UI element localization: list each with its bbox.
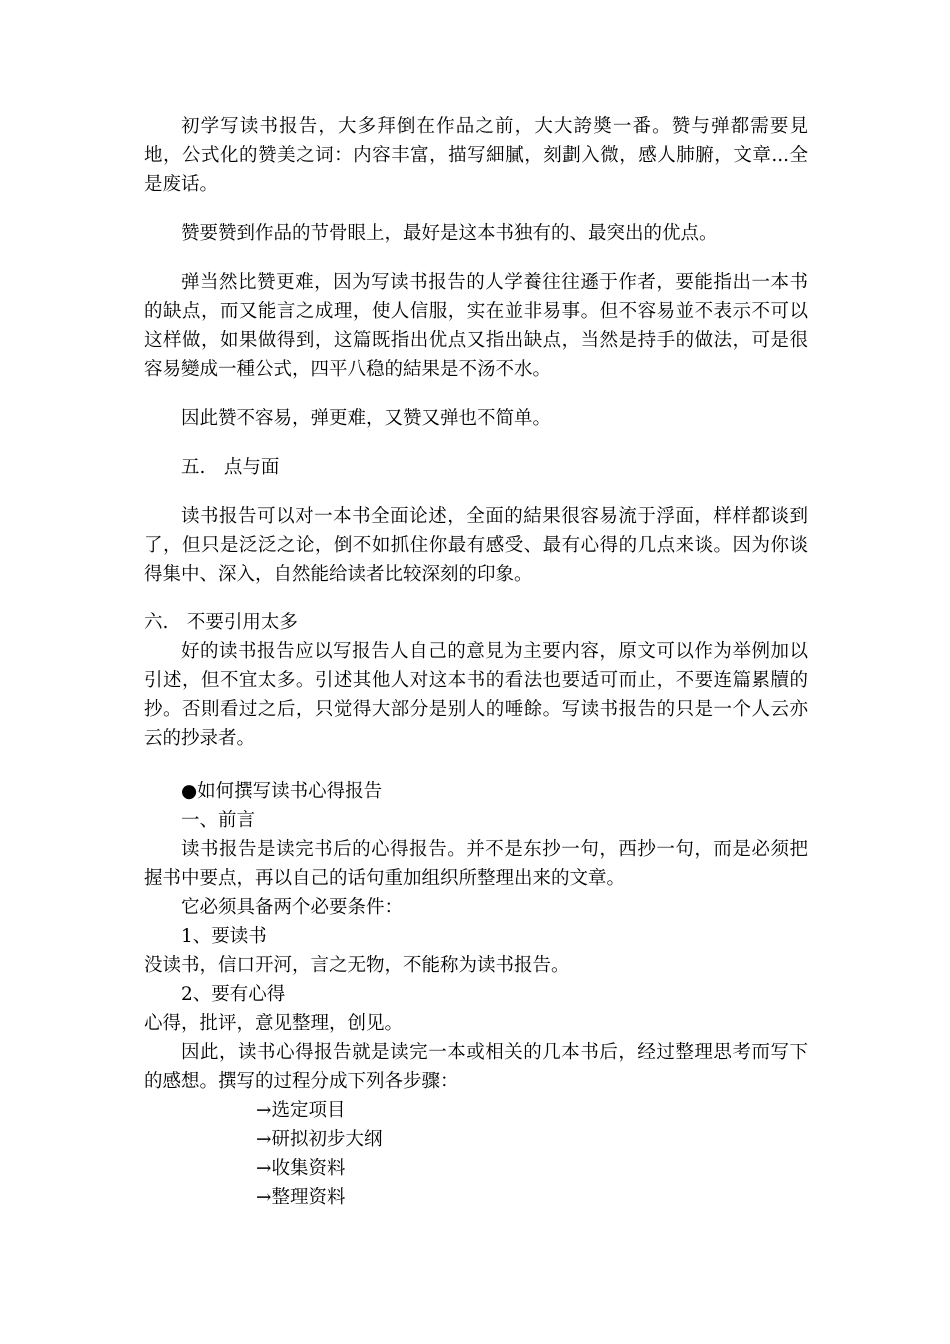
heading-preface: 一、前言	[181, 810, 256, 831]
paragraph-conditions-intro: 它必须具备两个必要条件：	[181, 897, 404, 918]
document-body	[144, 112, 808, 1212]
heading-no-excessive-quoting: 六. 不要引用太多	[144, 612, 298, 633]
condition-1-text: 没读书，信口开河，言之无物，不能称为读书报告。	[144, 955, 570, 976]
paragraph-no-excessive-quoting: 好的读书报告应以写报告人自己的意見为主要内容，原文可以作为举例加以引述，但不宜太多。引述其他人对这本书的看法也要适可而止，不要连篇累牘的抄。否則看过之后，只觉得大部分是别人的唾餘。写读书报告的只是一个人云亦云的抄录者。	[144, 641, 808, 749]
paragraph-criticism-harder: 弹当然比赞更难，因为写读书报告的人学養往往遜于作者，要能指出一本书的缺点，而又能言之成理，使人信服，实在並非易事。但不容易並不表示不可以这样做，如果做得到，这篇既指出优点又指出缺点，当然是持手的做法，可是很容易變成一種公式，四平八稳的結果是不汤不水。	[144, 272, 808, 380]
step-item: →选定项目	[256, 1100, 346, 1121]
paragraph-praise-criticism: 初学写读书报告，大多拜倒在作品之前，大大誇奬一番。赞与弹都需要見地，公式化的赞美之词：内容丰富，描写細膩，刻劃入微，感人肺腑，文章...全是废话。	[144, 116, 808, 195]
step-item: →整理资料	[256, 1187, 346, 1208]
condition-2-text: 心得，批评，意见整理，创见。	[144, 1013, 404, 1034]
step-item: →收集资料	[256, 1158, 346, 1179]
steps-list	[144, 1096, 808, 1212]
paragraph-steps-intro: 因此，读书心得报告就是读完一本或相关的几本书后，经过整理思考而写下的感想。撰写的过程分成下列各步骤：	[144, 1042, 808, 1092]
paragraph-praise-key-point: 赞要赞到作品的节骨眼上，最好是这本书独有的、最突出的优点。	[181, 223, 718, 244]
heading-point-and-surface: 五. 点与面	[181, 457, 280, 478]
condition-2-heading: 2、要有心得	[181, 984, 286, 1005]
step-item: →研拟初步大纲	[256, 1129, 383, 1150]
paragraph-report-definition: 读书报告是读完书后的心得报告。并不是东抄一句，西抄一句，而是必须把握书中要点，再以自己的话句重加组织所整理出来的文章。	[144, 839, 808, 889]
condition-1-heading: 1、要读书	[181, 926, 267, 947]
section-title: ●如何撰写读书心得报告	[181, 781, 383, 802]
paragraph-point-and-surface: 读书报告可以对一本书全面论述，全面的結果很容易流于浮面，样样都谈到了，但只是泛泛之论，倒不如抓住你最有感受、最有心得的几点来谈。因为你谈得集中、深入，自然能给读者比较深刻的印象。	[144, 506, 808, 585]
paragraph-summary: 因此赞不容易，弹更难，又赞又弹也不简单。	[181, 408, 552, 429]
